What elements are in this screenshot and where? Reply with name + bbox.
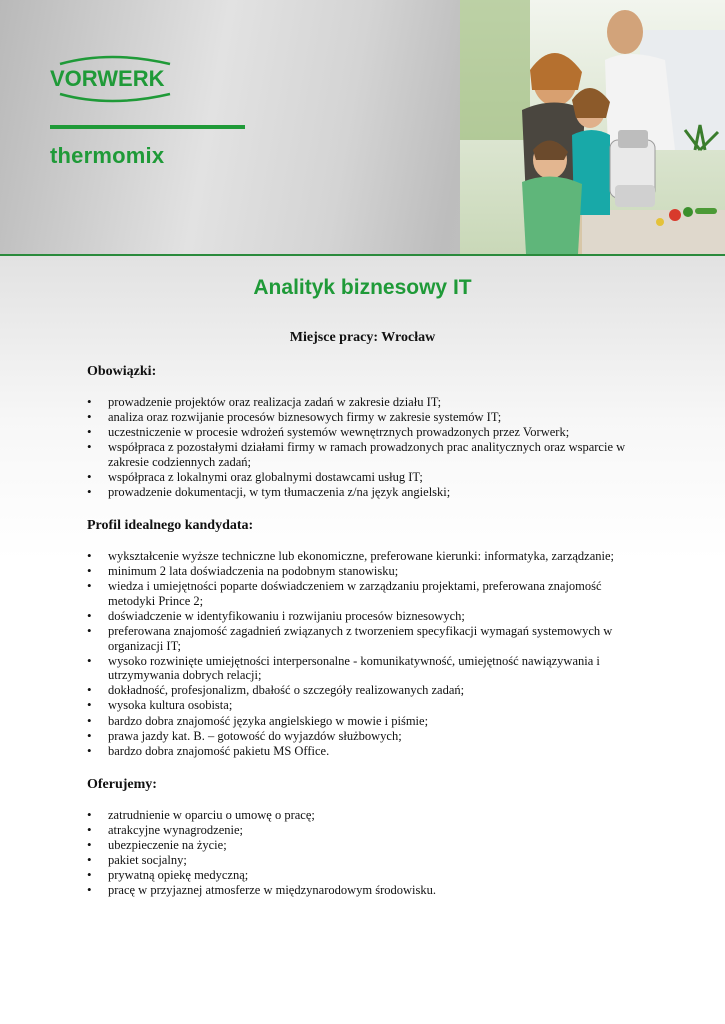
header-banner <box>0 0 725 255</box>
list-item: • wiedza i umiejętności poparte doświadczeniem w zarządzaniu projektami, preferowana znajomość metodyki Prince 2; <box>87 579 647 608</box>
family-photo <box>460 0 725 254</box>
list-item: • prawa jazdy kat. B. – gotowość do wyjazdów służbowych; <box>87 729 647 744</box>
list-item: • uczestniczenie w procesie wdrożeń systemów wewnętrznych prowadzonych przez Vorwerk; <box>87 425 647 440</box>
job-title: Analityk biznesowy IT <box>253 276 472 299</box>
list-item: • atrakcyjne wynagrodzenie; <box>87 823 647 838</box>
brand-name: VORWERK <box>50 66 165 91</box>
list-item: • pracę w przyjaznej atmosferze w międzynarodowym środowisku. <box>87 883 647 898</box>
section-heading-offer: Oferujemy: <box>87 777 157 792</box>
header-rule <box>0 254 725 256</box>
list-item: • wysoko rozwinięte umiejętności interpersonalne - komunikatywność, umiejętność nawiązywania i utrzymywania dobrych relacji; <box>87 654 647 683</box>
brand-divider <box>50 125 245 129</box>
list-item: • dokładność, profesjonalizm, dbałość o szczegóły realizowanych zadań; <box>87 683 647 698</box>
list-item: • bardzo dobra znajomość języka angielskiego w mowie i piśmie; <box>87 714 647 729</box>
list-item: • współpraca z pozostałymi działami firmy w ramach prowadzonych prac analitycznych oraz wsparcie w zakresie codziennych zadań; <box>87 440 647 469</box>
list-item: • wykształcenie wyższe techniczne lub ekonomiczne, preferowane kierunki: informatyka, zarządzanie; <box>87 549 647 564</box>
list-item: • doświadczenie w identyfikowaniu i rozwijaniu procesów biznesowych; <box>87 609 647 624</box>
offer-list <box>87 808 647 899</box>
list-item: • prywatną opiekę medyczną; <box>87 868 647 883</box>
list-item: • minimum 2 lata doświadczenia na podobnym stanowisku; <box>87 564 647 579</box>
list-item: • prowadzenie dokumentacji, w tym tłumaczenia z/na język angielski; <box>87 485 647 500</box>
profile-list <box>87 549 647 759</box>
list-item: • pakiet socjalny; <box>87 853 647 868</box>
duties-list <box>87 395 647 500</box>
list-item: • zatrudnienie w oparciu o umowę o pracę; <box>87 808 647 823</box>
job-location: Miejsce pracy: Wrocław <box>289 330 436 345</box>
list-item: • współpraca z lokalnymi oraz globalnymi dostawcami usług IT; <box>87 470 647 485</box>
list-item: • analiza oraz rozwijanie procesów biznesowych firmy w zakresie systemów IT; <box>87 410 647 425</box>
list-item: • ubezpieczenie na życie; <box>87 838 647 853</box>
list-item: • preferowana znajomość zagadnień związanych z tworzeniem specyfikacji wymagań systemowych w organizacji IT; <box>87 624 647 653</box>
list-item: • wysoka kultura osobista; <box>87 698 647 713</box>
section-heading-profile: Profil idealnego kandydata: <box>87 518 254 533</box>
list-item: • prowadzenie projektów oraz realizacja zadań w zakresie działu IT; <box>87 395 647 410</box>
section-heading-duties: Obowiązki: <box>87 364 157 379</box>
thermomix-logo: thermomix <box>50 143 165 168</box>
list-item: • bardzo dobra znajomość pakietu MS Office. <box>87 744 647 759</box>
